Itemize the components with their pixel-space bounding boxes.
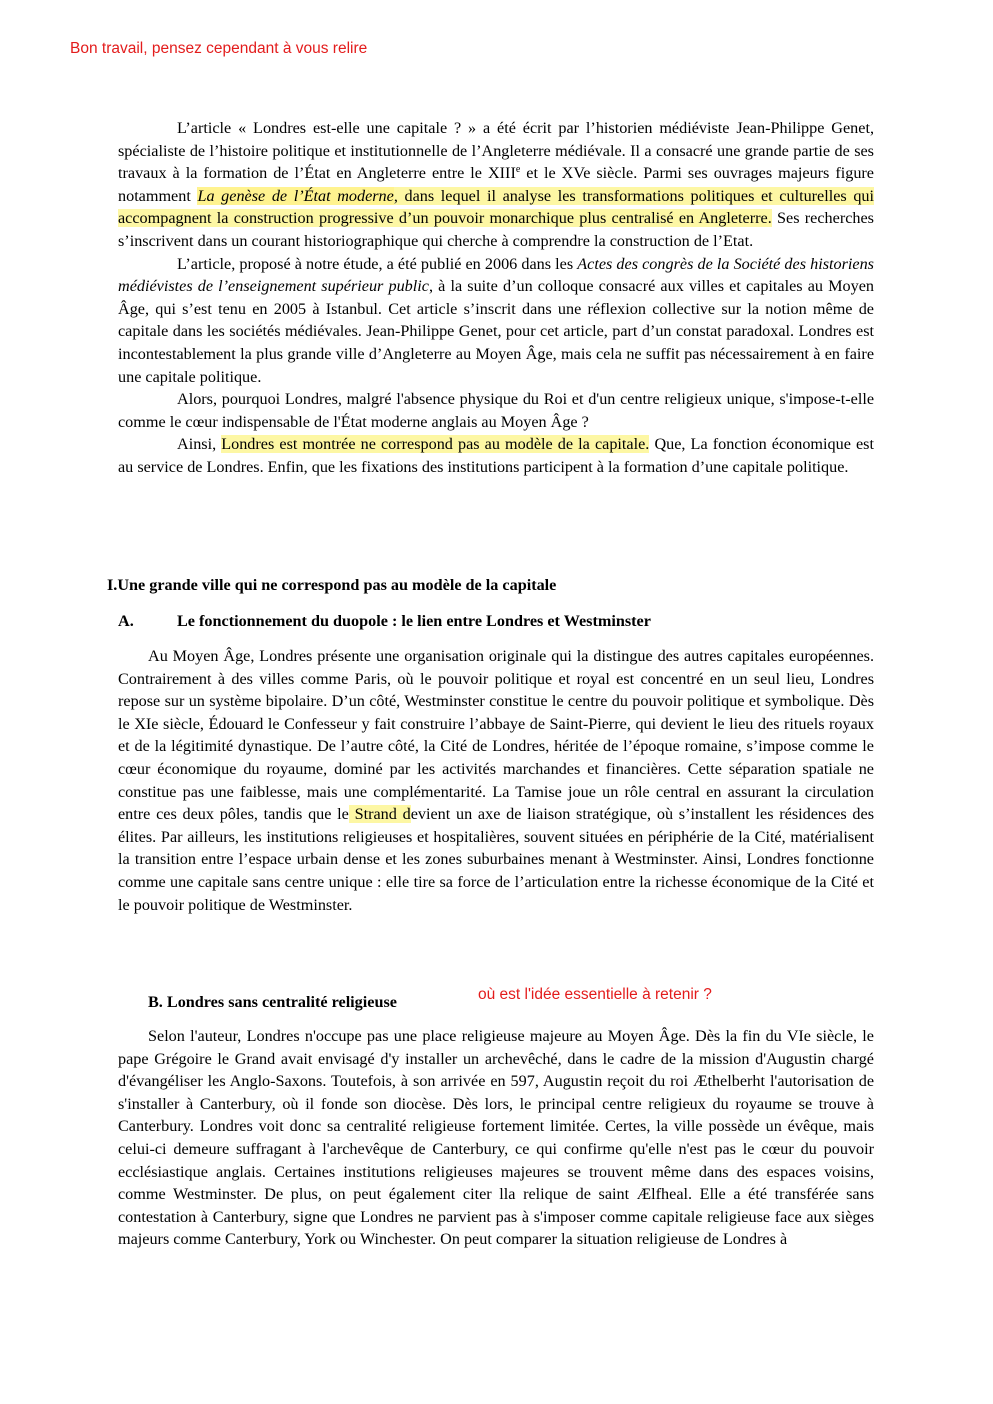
highlighted-text: , dans lequel il analyse les transformations politiques et culturelles qui accompagnent la construction progressive d’un pouvoir monarchique plus centralisé en Angleterre. bbox=[118, 186, 875, 228]
text-run: Ainsi, bbox=[177, 435, 222, 454]
introduction bbox=[118, 117, 874, 479]
intro-paragraph-2 bbox=[118, 253, 874, 389]
intro-paragraph-1 bbox=[118, 117, 874, 253]
section-heading-1: I.Une grande ville qui ne correspond pas au modèle de la capitale bbox=[107, 576, 557, 594]
text-run: et le XVe siècle. Parmi ses ouvrages majeurs figure notamment bbox=[118, 164, 874, 205]
subsection-b-body bbox=[118, 1025, 874, 1251]
text-run: Que, La fonction économique est au service de Londres. Enfin, que les fixations des institutions participent à la formation d’une capitale politique. bbox=[118, 435, 874, 476]
intro-paragraph-3: Alors, pourquoi Londres, malgré l'absence physique du Roi et d'un centre religieux unique, s'impose-t-elle comme le cœur indispensable de l'État moderne anglais au Moyen Âge ? bbox=[118, 390, 874, 431]
superscript: e bbox=[515, 164, 521, 176]
text-run: evient un axe de liaison stratégique, où s’installent les résidences des élites. Par ailleurs, les institutions religieuses et hospitalières, souvent situées en périphérie de la Cité, matérialisent la transition entre l’espace urbain dense et les zones suburbaines menant à Westminster. Ainsi, Londres fonctionne comme une capitale sans centre unique : elle tire sa force de l’articulation entre la richesse économique de la Cité et le pouvoir politique de Westminster. bbox=[118, 805, 874, 914]
highlighted-text: Strand d bbox=[348, 805, 411, 824]
text-run: Ses recherches s’inscrivent dans un courant historiographique qui cherche à comprendre la construction de l’Etat. bbox=[118, 209, 874, 250]
teacher-comment-section-b: où est l'idée essentielle à retenir ? bbox=[478, 986, 712, 1003]
text-run: L’article « Londres est-elle une capitale ? » a été écrit par l’historien médiéviste Jean-Philippe Genet, spécialiste de l’histoire politique et institutionnelle de l’Angleterre médiévale. Il a consacré une grande partie de ses travaux à la formation de l’État en Angleterre entre le XIII bbox=[118, 119, 874, 183]
text-run: L’article, proposé à notre étude, a été publié en 2006 dans les bbox=[177, 254, 578, 273]
subsection-a-body bbox=[118, 645, 874, 916]
teacher-comment-top: Bon travail, pensez cependant à vous relire bbox=[70, 40, 368, 57]
highlighted-text: Londres est montrée ne correspond pas au modèle de la capitale. bbox=[221, 435, 650, 454]
intro-paragraph-4 bbox=[118, 433, 874, 478]
highlighted-book-title: La genèse de l’État moderne bbox=[197, 186, 394, 205]
subsection-a-paragraph bbox=[118, 645, 874, 916]
subsection-letter-a: A. bbox=[118, 612, 134, 630]
publication-title: Actes des congrès de la Société des historiens médiévistes de l’enseignement supérieur public bbox=[118, 254, 874, 296]
text-run: Au Moyen Âge, Londres présente une organisation originale qui la distingue des autres capitales européennes. Contrairement à des villes comme Paris, où le pouvoir politique et royal est concentré en un seul lieu, Londres repose sur un système bipolaire. D’un côté, Westminster constitue le centre du pouvoir politique et symbolique. Dès le XIe siècle, Édouard le Confesseur y fait construire l’abbaye de Saint-Pierre, qui devient le lieu des rituels royaux et de la légitimité dynastique. De l’autre côté, la Cité de Londres, héritée de l’époque romaine, s’impose comme le cœur économique du royaume, dominé par les activités marchandes et financières. Cette séparation spatiale ne constitue pas une faiblesse, mais une complémentarité. La Tamise joue un rôle central en assurant la circulation entre ces deux pôles, tandis que le bbox=[118, 647, 874, 824]
subsection-heading-b: B. Londres sans centralité religieuse bbox=[148, 993, 397, 1011]
subsection-b-paragraph: Selon l'auteur, Londres n'occupe pas une place religieuse majeure au Moyen Âge. Dès la fin du VIe siècle, le pape Grégoire le Grand avait envisagé d'y installer un archevêché, dans le cadre de la mission d'Augustin chargé d'évangéliser les Anglo-Saxons. Toutefois, à son arrivée en 597, Augustin reçoit du roi Æthelberht l'autorisation de s'installer à Canterbury, où il fonde son diocèse. Dès lors, le principal centre religieux du royaume se trouve à Canterbury. Londres voit donc sa centralité religieuse fortement limitée. Certes, la ville possède un évêque, mais celui-ci demeure suffragant à l'archevêque de Canterbury, ce qui confirme qu'elle n'est pas le cœur du pouvoir ecclésiastique anglais. Certaines institutions religieuses majeures se trouvent même dans des espaces voisins, comme Westminster. De plus, on peut également citer lla relique de saint Ælfheal. Elle a été transférée sans contestation à Canterbury, signe que Londres ne parvient pas à s'imposer comme capitale religieuse face aux sièges majeurs comme Canterbury, York ou Winchester. On peut comparer la situation religieuse de Londres à bbox=[118, 1027, 874, 1249]
subsection-heading-a: Le fonctionnement du duopole : le lien entre Londres et Westminster bbox=[177, 612, 651, 630]
text-run: , à la suite d’un colloque consacré aux villes et capitales au Moyen Âge, qui s’est tenu en 2005 à Istanbul. Cet article s’inscrit dans une réflexion collective sur la notion même de capitale dans les sociétés médiévales. Jean-Philippe Genet, pour cet article, part d’un constat paradoxal. Londres est incontestablement la plus grande ville d’Angleterre au Moyen Âge, mais cela ne suffit pas nécessairement à en faire une capitale politique. bbox=[118, 277, 875, 386]
